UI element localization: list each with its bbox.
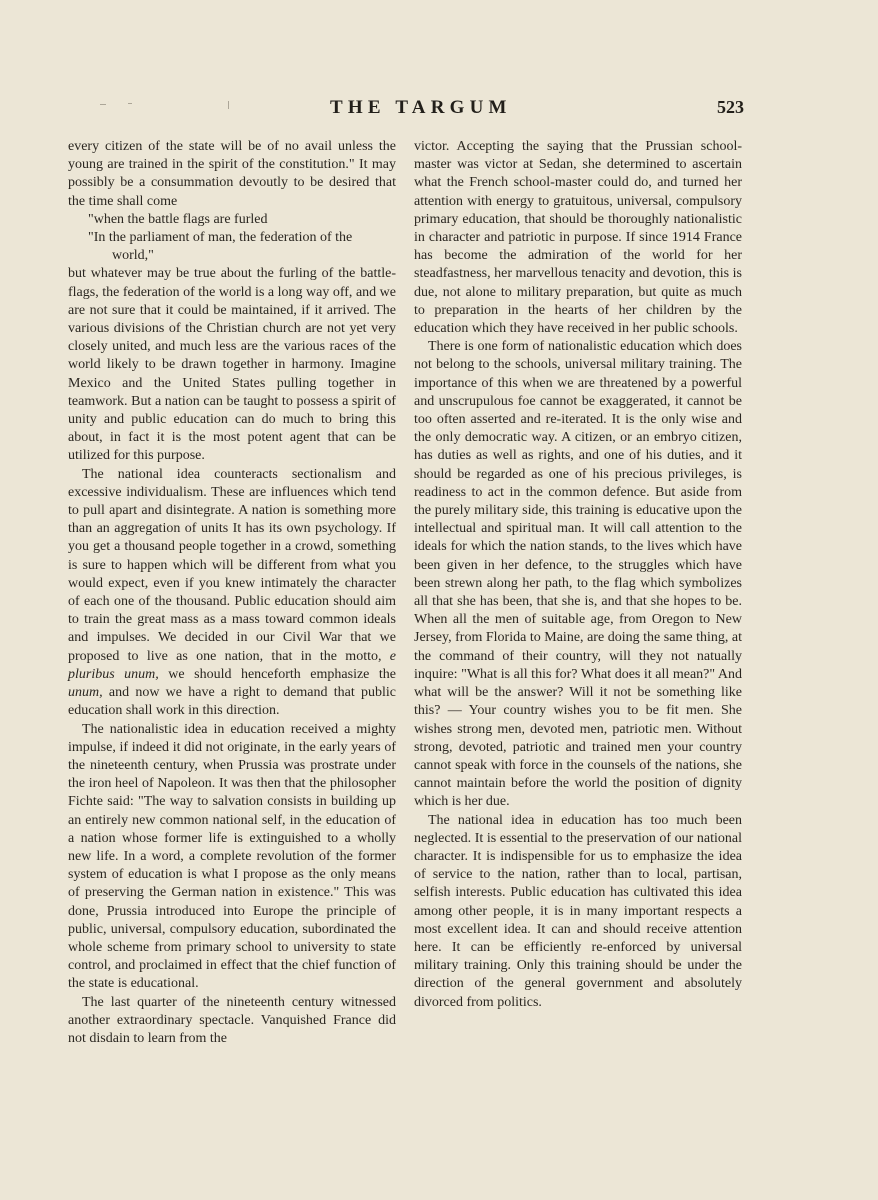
scan-mark (100, 104, 106, 105)
running-head-title: THE TARGUM (330, 97, 512, 118)
paragraph-text: and now we have a right to demand that public education shall work in this direction. (68, 685, 396, 719)
page-header (0, 97, 878, 127)
paragraph-text: we should henceforth emphasize the (168, 666, 396, 682)
paragraph: There is one form of nationalistic education which does not belong to the schools, universal military training. The importance of this when we are threatened by a powerful and unscrupulous foe cannot be exaggerated, it cannot be too often asserted and re-iterated. It is the only wise and the only democratic way. A citizen, or an embryo citizen, has duties as well as rights, and one of his duties, and it should be regarded as one of his precious privileges, is readiness to act in the common defence. But aside from the purely military side, this training is educative upon the intellectual and spiritual man. It will call attention to the ideals for which the nation stands, to the lives which have been given in her defence, to the struggles which have been strewn along her path, to the flag which symbolizes all that she has been, that she is, and that she hopes to be. When all the men of suitable age, from Oregon to New Jersey, from Florida to Maine, are doing the same thing, at the command of their country, will they not natually inquire: "What is all this for? What does it all mean?" And what will be the answer? Will it not be something like this? — Your country wishes you to be fit men. She wishes strong men, devoted men, patriotic men. Without strong, devoted, patriotic and trained men your country cannot speak with force in the counsels of the nations, she cannot maintain before the world the position of dignity which is her due. (414, 339, 742, 810)
paragraph: The last quarter of the nineteenth century witnessed another extraordinary spectacle. Vanquished France did not disdain to learn from the (68, 994, 396, 1046)
quote-line: "In the parliament of man, the federation of the (88, 230, 353, 246)
scan-mark (228, 101, 229, 109)
right-column (414, 138, 742, 1012)
paragraph: The national idea in education has too much been neglected. It is essential to the preservation of our national character. It is indispensible for us to emphasize the idea of service to the nation, rather than to local, partisan, selfish interests. Public education has cultivated this idea among other people, it is in many important respects a most excellent idea. It can and should receive attention here. It can be efficiently re-enforced by universal military training. Only this training should be under the direction of the general government and absolutely divorced from politics. (414, 812, 742, 1010)
paragraph-text: The national idea counteracts sectionalism and excessive individualism. These are influences which tend to pull apart and disintegrate. A nation is something more than an aggregation of units It has its own psychology. If you get a thousand people together in a crowd, something is sure to happen which will be different from what you would expect, even if you knew intimately the character of each one of the thousand. Public education should aim to train the great mass as a mass toward common ideals and impulses. We decided in our Civil War that we proposed to live as one nation, that in the motto, (68, 466, 396, 664)
scan-mark (128, 103, 132, 104)
left-column (68, 138, 396, 1048)
page-number: 523 (717, 97, 744, 117)
paragraph: but whatever may be true about the furling of the battle-flags, the federation of the world is a long way off, and we are not sure that it could be maintained, if it arrived. The various divisions of the Christian church are not yet very closely united, and much less are the various races of the world likely to be drawn together in harmony. Imagine Mexico and the United States pulling together in teamwork. But a nation can be taught to possess a spirit of unity and public education can do much to bring this about, in fact it is the most potent agent that can be utilized for this purpose. (68, 266, 396, 464)
latin-motto: e pluribus unum, (68, 648, 397, 682)
paragraph: every citizen of the state will be of no avail unless the young are trained in the spirit of the constitution." It may possibly be a consummation devoutly to be desired that the time shall come (68, 139, 396, 209)
quote-line: "when the battle flags are furled (88, 211, 268, 227)
paragraph: victor. Accepting the saying that the Prussian school-master was victor at Sedan, she determined to ascertain what the French school-master could do, and turned her attention with energy to gratuitous, universal, compulsory primary education, that should be thoroughly nationalistic in character and patriotic in purpose. If since 1914 France has become the admiration of the world for her steadfastness, her marvellous tenacity and devotion, this is due, not alone to military preparation, but quite as much to preparation in the hearts of her children by the education which they have received in her public schools. (414, 139, 742, 337)
quote-line: world," (112, 248, 154, 264)
latin-word: unum, (68, 685, 103, 701)
paragraph (68, 466, 396, 721)
block-quote (68, 211, 396, 266)
paragraph: The nationalistic idea in education received a mighty impulse, if indeed it did not originate, in the early years of the nineteenth century, when Prussia was prostrate under the iron heel of Napoleon. It was then that the philosopher Fichte said: "The way to salvation consists in building up an entirely new common national self, in the education of a nation whose former life is extinguished to a wholly new life. In a word, a complete revolution of the former system of education is what I propose as the only means of preserving the German nation in existence." This was done, Prussia introduced into Europe the principle of public, universal, compulsory education, subordinated the whole scheme from primary school to university to state control, and proclaimed in effect that the chief function of the state is educational. (68, 721, 396, 992)
